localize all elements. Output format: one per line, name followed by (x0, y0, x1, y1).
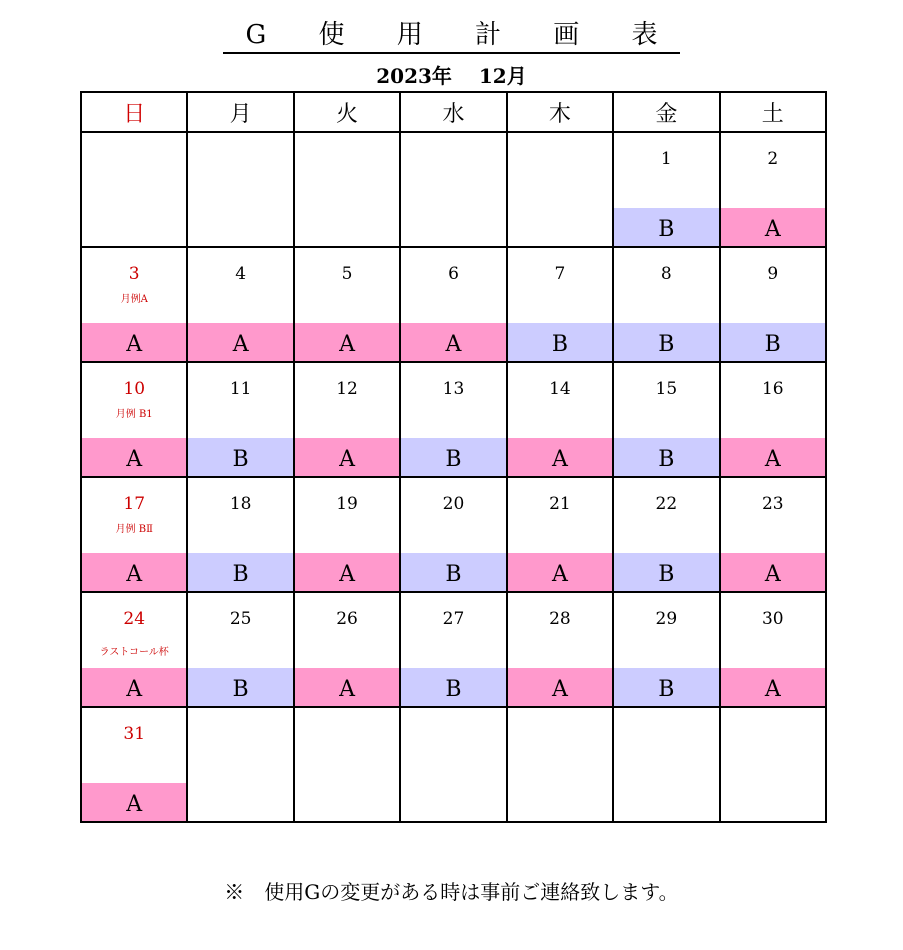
day-number: 1 (660, 149, 672, 169)
calendar-empty-cell (187, 707, 293, 822)
day-number: 10 (123, 379, 146, 399)
day-number: 2 (767, 149, 779, 169)
calendar-day-cell (507, 362, 613, 477)
group-band-a: A (401, 323, 505, 361)
group-band-b: B (508, 323, 612, 361)
day-number: 24 (123, 609, 146, 629)
calendar-empty-cell (187, 132, 293, 247)
group-band-a: A (82, 783, 186, 821)
day-number: 22 (655, 494, 678, 514)
group-band-b: B (401, 553, 505, 591)
day-number: 7 (554, 264, 566, 284)
group-band-b: B (614, 553, 718, 591)
calendar-day-cell (720, 477, 826, 592)
day-number: 19 (336, 494, 358, 514)
week-row (81, 132, 826, 247)
calendar-day-cell (81, 477, 187, 592)
calendar-empty-cell (294, 132, 400, 247)
calendar-day-cell (613, 592, 719, 707)
calendar-day-cell (294, 362, 400, 477)
week-row (81, 477, 826, 592)
event-note: 月例 B1 (115, 409, 153, 420)
day-number: 12 (336, 379, 358, 399)
calendar-day-cell (613, 477, 719, 592)
page-title: G 使 用 計 画 表 (0, 14, 903, 51)
calendar-empty-cell (81, 132, 187, 247)
day-number: 28 (549, 609, 571, 629)
month-label: 2023年 12月 (376, 64, 527, 88)
calendar-day-cell (400, 362, 506, 477)
group-band-b: B (721, 323, 825, 361)
group-band-a: A (721, 553, 825, 591)
weekday-header: 火 (294, 92, 400, 132)
calendar-empty-cell (400, 707, 506, 822)
group-band-a: A (721, 208, 825, 246)
day-number: 23 (761, 494, 784, 514)
calendar-day-cell (720, 247, 826, 362)
group-band-b: B (188, 438, 292, 476)
calendar-empty-cell (507, 707, 613, 822)
group-band-b: B (614, 323, 718, 361)
calendar-table (80, 91, 827, 823)
day-number: 9 (767, 264, 779, 284)
weekday-header: 土 (720, 92, 826, 132)
day-number: 20 (442, 494, 465, 514)
group-band-a: A (508, 438, 612, 476)
day-number: 16 (761, 379, 784, 399)
group-band-b: B (614, 208, 718, 246)
day-number: 25 (229, 609, 252, 629)
group-band-b: B (614, 668, 718, 706)
calendar-day-cell (400, 247, 506, 362)
group-band-a: A (508, 668, 612, 706)
calendar-day-cell (81, 247, 187, 362)
calendar-day-cell (507, 592, 613, 707)
calendar-empty-cell (720, 707, 826, 822)
calendar-day-cell (81, 592, 187, 707)
calendar-day-cell (400, 477, 506, 592)
week-row (81, 707, 826, 822)
event-note: 月例 BⅡ (115, 524, 153, 535)
calendar-day-cell (720, 132, 826, 247)
event-note: 月例A (120, 294, 148, 305)
calendar-empty-cell (400, 132, 506, 247)
day-number: 27 (442, 609, 465, 629)
group-band-b: B (401, 668, 505, 706)
calendar-day-cell (720, 592, 826, 707)
calendar-day-cell (720, 362, 826, 477)
weekday-header-row (81, 92, 826, 132)
calendar-empty-cell (294, 707, 400, 822)
weekday-header: 月 (187, 92, 293, 132)
day-number: 18 (229, 494, 252, 514)
day-number: 11 (229, 379, 252, 399)
day-number: 3 (128, 264, 140, 284)
calendar-day-cell (613, 247, 719, 362)
calendar-day-cell (294, 477, 400, 592)
day-number: 30 (761, 609, 784, 629)
group-band-b: B (401, 438, 505, 476)
week-row (81, 247, 826, 362)
group-band-a: A (721, 438, 825, 476)
group-band-a: A (295, 668, 399, 706)
day-number: 26 (336, 609, 358, 629)
weekday-header: 金 (613, 92, 719, 132)
day-number: 13 (442, 379, 465, 399)
group-band-a: A (82, 323, 186, 361)
week-row (81, 592, 826, 707)
day-number: 5 (341, 264, 353, 284)
calendar-day-cell (81, 707, 187, 822)
day-number: 14 (549, 379, 571, 399)
day-number: 6 (448, 264, 459, 284)
footer-note: ※ 使用Gの変更がある時は事前ご連絡致します。 (224, 880, 679, 904)
day-number: 21 (549, 494, 571, 514)
group-band-a: A (188, 323, 292, 361)
group-band-a: A (295, 438, 399, 476)
group-band-a: A (295, 323, 399, 361)
calendar-day-cell (187, 247, 293, 362)
calendar-day-cell (507, 477, 613, 592)
group-band-a: A (82, 668, 186, 706)
group-band-a: A (82, 438, 186, 476)
calendar-day-cell (613, 132, 719, 247)
group-band-b: B (188, 553, 292, 591)
day-number: 31 (123, 724, 146, 744)
day-number: 29 (655, 609, 678, 629)
week-row (81, 362, 826, 477)
day-number: 4 (235, 264, 247, 284)
group-band-b: B (188, 668, 292, 706)
calendar-day-cell (294, 247, 400, 362)
calendar-day-cell (507, 247, 613, 362)
group-band-a: A (295, 553, 399, 591)
group-band-a: A (721, 668, 825, 706)
calendar-day-cell (294, 592, 400, 707)
group-band-a: A (508, 553, 612, 591)
calendar-day-cell (187, 592, 293, 707)
day-number: 8 (660, 264, 672, 284)
weekday-header: 日 (81, 92, 187, 132)
calendar-day-cell (400, 592, 506, 707)
group-band-a: A (82, 553, 186, 591)
group-band-b: B (614, 438, 718, 476)
calendar-day-cell (613, 362, 719, 477)
calendar-day-cell (187, 362, 293, 477)
day-number: 17 (123, 494, 146, 514)
calendar-day-cell (81, 362, 187, 477)
calendar-empty-cell (507, 132, 613, 247)
weekday-header: 木 (507, 92, 613, 132)
event-note: ラストコール杯 (99, 647, 169, 658)
calendar-empty-cell (613, 707, 719, 822)
calendar-day-cell (187, 477, 293, 592)
day-number: 15 (655, 379, 678, 399)
weekday-header: 水 (400, 92, 506, 132)
